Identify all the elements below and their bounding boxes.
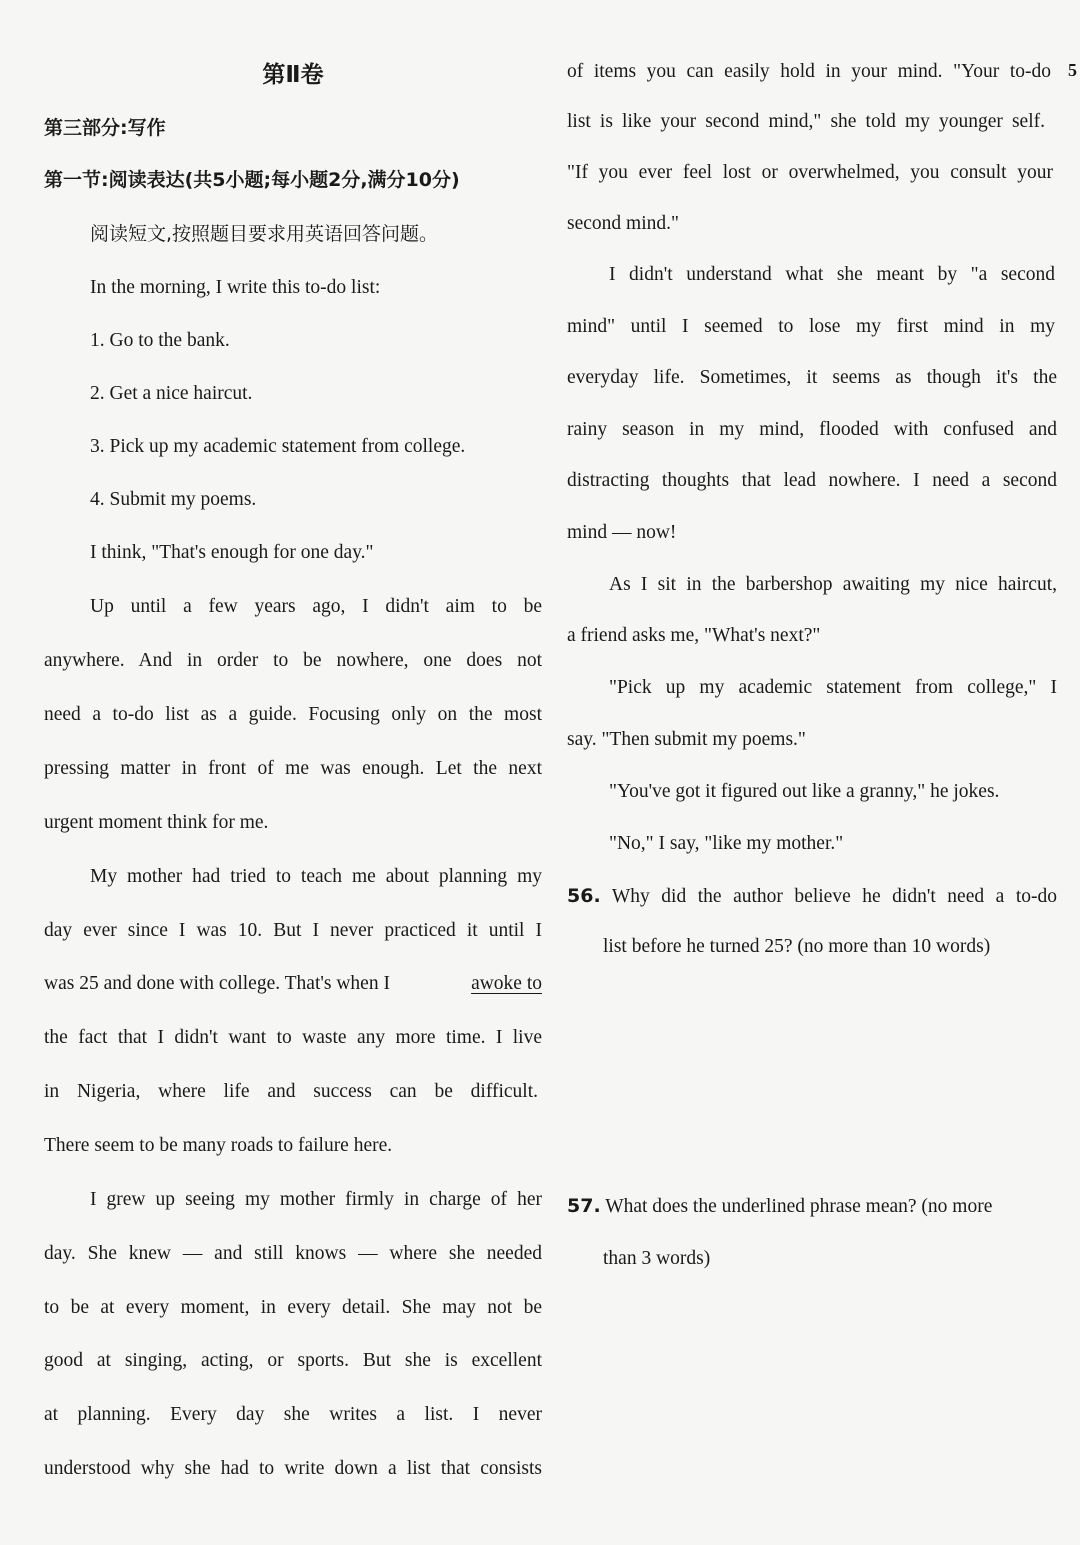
passage-line: Up until a few years ago, I didn't aim to be — [90, 596, 542, 617]
passage-line: mind" until I seemed to lose my first mind in my — [567, 316, 1055, 337]
passage-text: was 25 and done with college. That's when I — [44, 973, 390, 994]
question-57 — [567, 1192, 992, 1221]
todo-item: 2. Get a nice haircut. — [90, 383, 253, 404]
passage-line: I think, "That's enough for one day." — [90, 542, 374, 563]
passage-line: understood why she had to write down a list that consists — [44, 1458, 542, 1479]
todo-item: 4. Submit my poems. — [90, 489, 257, 510]
passage-line: I grew up seeing my mother firmly in charge of her — [90, 1189, 542, 1210]
passage-line: need a to-do list as a guide. Focusing only on the most — [44, 704, 542, 725]
question-number: 56. — [567, 885, 601, 907]
passage-line-underlined — [44, 970, 542, 998]
passage-line: "If you ever feel lost or overwhelmed, you consult your — [567, 162, 1053, 183]
todo-item: 3. Pick up my academic statement from college. — [90, 436, 466, 457]
passage-line: to be at every moment, in every detail. She may not be — [44, 1297, 542, 1318]
passage-line: mind — now! — [567, 522, 677, 543]
passage-line: My mother had tried to teach me about planning my — [90, 866, 542, 887]
question-56 — [567, 882, 1057, 911]
passage-line: I didn't understand what she meant by "a second — [609, 264, 1055, 285]
passage-line: at planning. Every day she writes a list. I never — [44, 1404, 542, 1425]
page-edge-number: 5 — [1068, 60, 1077, 80]
passage-line: everyday life. Sometimes, it seems as though it's the — [567, 367, 1057, 388]
passage-line: a friend asks me, "What's next?" — [567, 625, 821, 646]
passage-line: the fact that I didn't want to waste any more time. I live — [44, 1027, 542, 1048]
passage-line: of items you can easily hold in your mind. "Your to-do — [567, 61, 1051, 82]
passage-line: list is like your second mind," she told my younger self. — [567, 111, 1045, 132]
passage-line: day ever since I was 10. But I never practiced it until I — [44, 920, 542, 941]
passage-line: distracting thoughts that lead nowhere. I need a second — [567, 470, 1057, 491]
passage-line: say. "Then submit my poems." — [567, 729, 806, 750]
question-text: What does the underlined phrase mean? (no more — [605, 1196, 993, 1217]
passage-line: "You've got it figured out like a granny," he jokes. — [609, 781, 1000, 802]
passage-line: anywhere. And in order to be nowhere, one does not — [44, 650, 542, 671]
underlined-phrase: awoke to — [471, 973, 542, 994]
passage-line: day. She knew — and still knows — where she needed — [44, 1243, 542, 1264]
passage-line: pressing matter in front of me was enough. Let the next — [44, 758, 542, 779]
passage-line: In the morning, I write this to-do list: — [90, 277, 381, 298]
passage-line: There seem to be many roads to failure here. — [44, 1135, 393, 1156]
part-heading: 第三部分:写作 — [44, 117, 166, 139]
question-57-cont: than 3 words) — [603, 1248, 711, 1269]
passage-line: "No," I say, "like my mother." — [609, 833, 844, 854]
page-title: 第Ⅱ卷 — [262, 62, 324, 88]
passage-line: As I sit in the barbershop awaiting my nice haircut, — [609, 574, 1057, 595]
question-number: 57. — [567, 1195, 601, 1217]
todo-item: 1. Go to the bank. — [90, 330, 230, 351]
question-text: Why did the author believe he didn't need a to-do — [611, 886, 1057, 907]
section-heading: 第一节:阅读表达(共5小题;每小题2分,满分10分) — [44, 169, 460, 191]
passage-line: good at singing, acting, or sports. But she is excellent — [44, 1350, 542, 1371]
passage-line: rainy season in my mind, flooded with confused and — [567, 419, 1057, 440]
passage-line: urgent moment think for me. — [44, 812, 269, 833]
passage-line: in Nigeria, where life and success can be difficult. — [44, 1081, 538, 1102]
question-56-cont: list before he turned 25? (no more than 10 words) — [603, 936, 991, 957]
instruction: 阅读短文,按照题目要求用英语回答问题。 — [90, 223, 439, 245]
passage-line: "Pick up my academic statement from college," I — [609, 677, 1057, 698]
passage-line: second mind." — [567, 213, 679, 234]
